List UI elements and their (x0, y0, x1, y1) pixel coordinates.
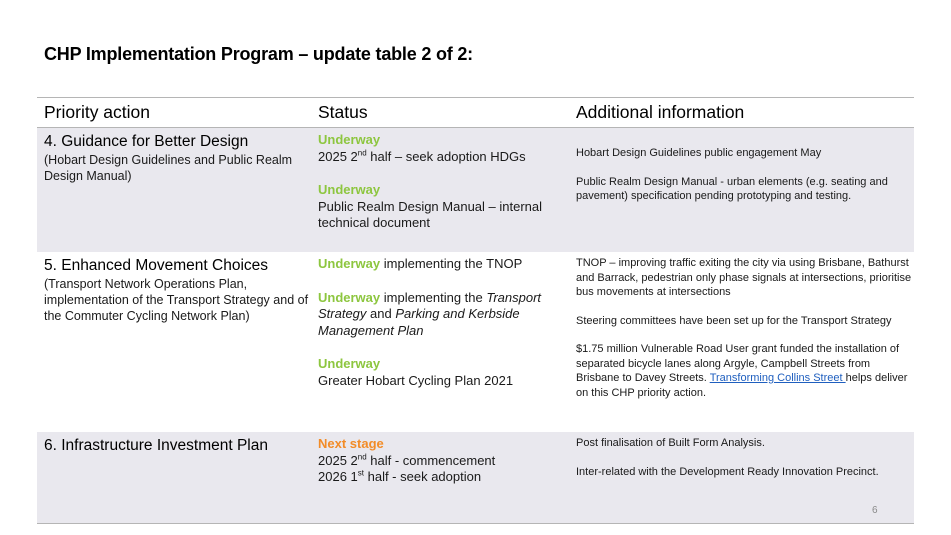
status-item (318, 182, 570, 232)
status-item (318, 356, 570, 389)
table-row (37, 252, 914, 432)
status-cell (311, 252, 570, 432)
table-row (37, 432, 914, 524)
status-tag-underway: Underway (318, 256, 381, 271)
status-cell (311, 128, 570, 252)
status-tag-underway: Underway (318, 182, 381, 197)
action-title: 5. Enhanced Movement Choices (44, 257, 269, 274)
status-text: 2026 1st half - seek adoption (318, 468, 482, 484)
info-paragraph: TNOP – improving traffic exiting the city via using Brisbane, Bathurst and Barrack, pedestrian only phase signals at intersections, prioritise bus movements at intersections (576, 257, 912, 298)
table-row (37, 128, 914, 252)
header-status: Status (318, 102, 368, 122)
update-table (37, 97, 914, 524)
priority-action-cell (37, 128, 311, 252)
page-number: 6 (872, 505, 878, 516)
status-cell (311, 432, 570, 523)
info-paragraph: $1.75 million Vulnerable Road User grant funded the installation of separated bicycle lanes along Argyle, Campbell Streets from Brisbane to Davey Streets. Transforming Collins Street helps deliver on this CHP priority action. (576, 343, 908, 399)
status-item: Underway implementing the Transport Strategy and Parking and Kerbside Management Plan (318, 289, 542, 338)
status-tag-underway: Underway (318, 356, 381, 371)
action-subtitle: (Hobart Design Guidelines and Public Realm Design Manual) (44, 153, 293, 183)
additional-info-cell (570, 252, 914, 432)
additional-info-cell (570, 432, 914, 523)
status-text: implementing the TNOP (380, 256, 523, 271)
info-paragraph: Inter-related with the Development Ready Innovation Precinct. (576, 465, 879, 478)
info-paragraph: Public Realm Design Manual - urban elements (e.g. seating and pavement) specification pending prototyping and testing. (576, 175, 888, 202)
status-item (318, 436, 570, 486)
status-tag-underway: Underway (318, 132, 381, 147)
header-priority-action: Priority action (44, 102, 151, 122)
transforming-collins-street-link[interactable]: Transforming Collins Street (709, 372, 846, 384)
table-header (37, 98, 914, 128)
status-text: implementing the (380, 289, 487, 305)
priority-action-cell (37, 252, 311, 432)
status-text: 2025 2nd half – seek adoption HDGs (318, 148, 526, 164)
info-paragraph: Post finalisation of Built Form Analysis. (576, 437, 765, 449)
action-title: 6. Infrastructure Investment Plan (44, 437, 268, 454)
status-tag-underway: Underway (318, 289, 381, 305)
status-item (318, 256, 570, 273)
action-subtitle: (Transport Network Operations Plan, implementation of the Transport Strategy and of the Commuter Cycling Network Plan) (44, 277, 309, 323)
additional-info-cell (570, 128, 914, 252)
status-tag-next-stage: Next stage (318, 436, 384, 451)
status-text: 2025 2nd half - commencement (318, 452, 496, 468)
slide-title: CHP Implementation Program – update table 2 of 2: (44, 44, 473, 64)
info-paragraph: Hobart Design Guidelines public engagement May (576, 147, 822, 159)
status-text: Public Realm Design Manual – internal technical document (318, 198, 543, 230)
info-paragraph: Steering committees have been set up for the Transport Strategy (576, 314, 892, 327)
header-additional-information: Additional information (576, 102, 745, 122)
priority-action-cell (37, 432, 311, 523)
status-item (318, 132, 570, 165)
action-title: 4. Guidance for Better Design (44, 133, 249, 150)
status-text: Greater Hobart Cycling Plan 2021 (318, 372, 514, 388)
